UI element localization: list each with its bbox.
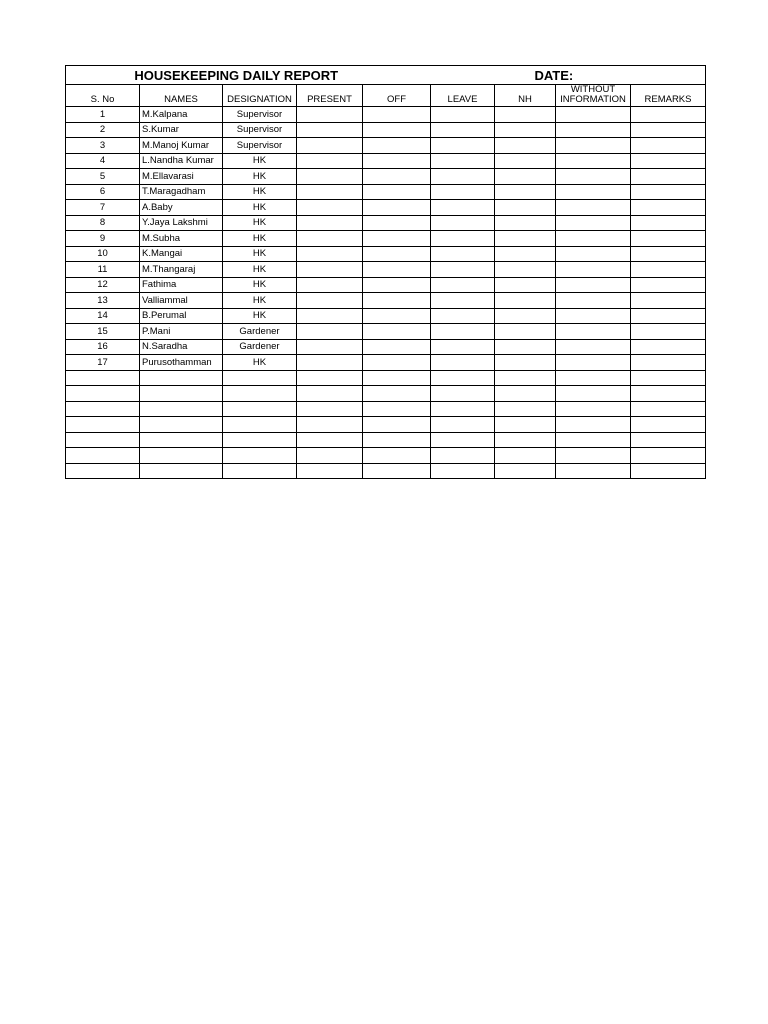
name-cell: M.Kalpana bbox=[140, 107, 223, 123]
leave-cell bbox=[431, 370, 495, 386]
off-cell bbox=[363, 169, 431, 185]
leave-cell bbox=[431, 401, 495, 417]
remarks-cell bbox=[631, 231, 706, 247]
remarks-cell bbox=[631, 200, 706, 216]
without-information-cell bbox=[556, 262, 631, 278]
sno-cell: 13 bbox=[66, 293, 140, 309]
leave-cell bbox=[431, 153, 495, 169]
designation-cell: Supervisor bbox=[223, 138, 297, 154]
designation-cell: HK bbox=[223, 215, 297, 231]
remarks-cell bbox=[631, 432, 706, 448]
without-information-cell bbox=[556, 324, 631, 340]
without-information-cell bbox=[556, 370, 631, 386]
nh-cell bbox=[495, 231, 556, 247]
off-cell bbox=[363, 417, 431, 433]
designation-cell: HK bbox=[223, 169, 297, 185]
remarks-cell bbox=[631, 138, 706, 154]
present-cell bbox=[297, 463, 363, 479]
sno-cell bbox=[66, 448, 140, 464]
off-cell bbox=[363, 324, 431, 340]
sno-cell: 15 bbox=[66, 324, 140, 340]
nh-cell bbox=[495, 463, 556, 479]
remarks-cell bbox=[631, 215, 706, 231]
header-sno: S. No bbox=[66, 85, 140, 107]
without-information-cell bbox=[556, 153, 631, 169]
sno-cell bbox=[66, 417, 140, 433]
without-information-cell bbox=[556, 246, 631, 262]
sno-cell: 7 bbox=[66, 200, 140, 216]
sno-cell: 6 bbox=[66, 184, 140, 200]
designation-cell bbox=[223, 370, 297, 386]
without-information-cell bbox=[556, 215, 631, 231]
present-cell bbox=[297, 417, 363, 433]
designation-cell bbox=[223, 463, 297, 479]
nh-cell bbox=[495, 215, 556, 231]
name-cell bbox=[140, 463, 223, 479]
sno-cell: 3 bbox=[66, 138, 140, 154]
sno-cell bbox=[66, 370, 140, 386]
without-information-cell bbox=[556, 463, 631, 479]
name-cell: P.Mani bbox=[140, 324, 223, 340]
sno-cell bbox=[66, 463, 140, 479]
sno-cell bbox=[66, 432, 140, 448]
nh-cell bbox=[495, 246, 556, 262]
designation-cell: HK bbox=[223, 200, 297, 216]
table-row bbox=[66, 262, 706, 278]
name-cell: M.Ellavarasi bbox=[140, 169, 223, 185]
nh-cell bbox=[495, 339, 556, 355]
off-cell bbox=[363, 184, 431, 200]
designation-cell bbox=[223, 417, 297, 433]
designation-cell bbox=[223, 432, 297, 448]
designation-cell: Gardener bbox=[223, 339, 297, 355]
designation-cell: Supervisor bbox=[223, 107, 297, 123]
leave-cell bbox=[431, 463, 495, 479]
nh-cell bbox=[495, 200, 556, 216]
present-cell bbox=[297, 107, 363, 123]
off-cell bbox=[363, 215, 431, 231]
leave-cell bbox=[431, 386, 495, 402]
name-cell: M.Thangaraj bbox=[140, 262, 223, 278]
sno-cell: 16 bbox=[66, 339, 140, 355]
leave-cell bbox=[431, 169, 495, 185]
header-designation: DESIGNATION bbox=[223, 85, 297, 107]
without-information-cell bbox=[556, 432, 631, 448]
without-information-cell bbox=[556, 231, 631, 247]
leave-cell bbox=[431, 308, 495, 324]
off-cell bbox=[363, 448, 431, 464]
remarks-cell bbox=[631, 386, 706, 402]
off-cell bbox=[363, 339, 431, 355]
sno-cell: 14 bbox=[66, 308, 140, 324]
off-cell bbox=[363, 246, 431, 262]
designation-cell bbox=[223, 401, 297, 417]
sno-cell: 8 bbox=[66, 215, 140, 231]
without-information-cell bbox=[556, 339, 631, 355]
title-row bbox=[66, 66, 706, 85]
header-leave: LEAVE bbox=[431, 85, 495, 107]
remarks-cell bbox=[631, 339, 706, 355]
designation-cell: HK bbox=[223, 262, 297, 278]
without-information-cell bbox=[556, 308, 631, 324]
without-information-cell bbox=[556, 122, 631, 138]
sno-cell: 1 bbox=[66, 107, 140, 123]
nh-cell bbox=[495, 432, 556, 448]
nh-cell bbox=[495, 138, 556, 154]
sno-cell: 5 bbox=[66, 169, 140, 185]
column-header-row bbox=[66, 85, 706, 107]
off-cell bbox=[363, 122, 431, 138]
name-cell: S.Kumar bbox=[140, 122, 223, 138]
blank-row bbox=[66, 463, 706, 479]
without-information-cell bbox=[556, 417, 631, 433]
blank-row bbox=[66, 448, 706, 464]
leave-cell bbox=[431, 355, 495, 371]
remarks-cell bbox=[631, 401, 706, 417]
designation-cell: HK bbox=[223, 293, 297, 309]
leave-cell bbox=[431, 417, 495, 433]
sno-cell: 9 bbox=[66, 231, 140, 247]
table-row bbox=[66, 246, 706, 262]
blank-row bbox=[66, 432, 706, 448]
nh-cell bbox=[495, 355, 556, 371]
leave-cell bbox=[431, 215, 495, 231]
date-label: DATE: bbox=[495, 66, 706, 85]
leave-cell bbox=[431, 231, 495, 247]
table-row bbox=[66, 308, 706, 324]
present-cell bbox=[297, 184, 363, 200]
present-cell bbox=[297, 401, 363, 417]
off-cell bbox=[363, 293, 431, 309]
nh-cell bbox=[495, 293, 556, 309]
blank-row bbox=[66, 417, 706, 433]
present-cell bbox=[297, 138, 363, 154]
designation-cell: HK bbox=[223, 308, 297, 324]
remarks-cell bbox=[631, 293, 706, 309]
name-cell: Purusothamman bbox=[140, 355, 223, 371]
name-cell bbox=[140, 401, 223, 417]
leave-cell bbox=[431, 448, 495, 464]
off-cell bbox=[363, 262, 431, 278]
off-cell bbox=[363, 432, 431, 448]
table-row bbox=[66, 215, 706, 231]
without-information-cell bbox=[556, 200, 631, 216]
sno-cell: 11 bbox=[66, 262, 140, 278]
leave-cell bbox=[431, 107, 495, 123]
nh-cell bbox=[495, 324, 556, 340]
table-row bbox=[66, 293, 706, 309]
header-remarks: REMARKS bbox=[631, 85, 706, 107]
present-cell bbox=[297, 262, 363, 278]
off-cell bbox=[363, 153, 431, 169]
table-row bbox=[66, 107, 706, 123]
present-cell bbox=[297, 432, 363, 448]
present-cell bbox=[297, 153, 363, 169]
table-row bbox=[66, 122, 706, 138]
leave-cell bbox=[431, 184, 495, 200]
remarks-cell bbox=[631, 417, 706, 433]
header-present: PRESENT bbox=[297, 85, 363, 107]
designation-cell: HK bbox=[223, 355, 297, 371]
remarks-cell bbox=[631, 308, 706, 324]
remarks-cell bbox=[631, 355, 706, 371]
off-cell bbox=[363, 107, 431, 123]
housekeeping-report-table bbox=[65, 65, 706, 479]
present-cell bbox=[297, 308, 363, 324]
designation-cell: HK bbox=[223, 246, 297, 262]
remarks-cell bbox=[631, 262, 706, 278]
table-row bbox=[66, 200, 706, 216]
leave-cell bbox=[431, 262, 495, 278]
designation-cell bbox=[223, 386, 297, 402]
remarks-cell bbox=[631, 246, 706, 262]
without-information-cell bbox=[556, 386, 631, 402]
nh-cell bbox=[495, 184, 556, 200]
blank-row bbox=[66, 370, 706, 386]
without-information-cell bbox=[556, 184, 631, 200]
header-without-line2: INFORMATION bbox=[560, 94, 626, 105]
table-row bbox=[66, 138, 706, 154]
nh-cell bbox=[495, 262, 556, 278]
present-cell bbox=[297, 200, 363, 216]
nh-cell bbox=[495, 107, 556, 123]
off-cell bbox=[363, 355, 431, 371]
nh-cell bbox=[495, 370, 556, 386]
present-cell bbox=[297, 277, 363, 293]
remarks-cell bbox=[631, 122, 706, 138]
name-cell bbox=[140, 370, 223, 386]
remarks-cell bbox=[631, 153, 706, 169]
blank-row bbox=[66, 386, 706, 402]
header-without-information bbox=[556, 85, 631, 107]
header-nh: NH bbox=[495, 85, 556, 107]
present-cell bbox=[297, 339, 363, 355]
table-row bbox=[66, 277, 706, 293]
leave-cell bbox=[431, 200, 495, 216]
designation-cell: Supervisor bbox=[223, 122, 297, 138]
name-cell: B.Perumal bbox=[140, 308, 223, 324]
name-cell: L.Nandha Kumar bbox=[140, 153, 223, 169]
designation-cell bbox=[223, 448, 297, 464]
table-row bbox=[66, 355, 706, 371]
nh-cell bbox=[495, 401, 556, 417]
nh-cell bbox=[495, 169, 556, 185]
nh-cell bbox=[495, 386, 556, 402]
table-row bbox=[66, 231, 706, 247]
off-cell bbox=[363, 231, 431, 247]
designation-cell: HK bbox=[223, 277, 297, 293]
name-cell bbox=[140, 448, 223, 464]
header-names: NAMES bbox=[140, 85, 223, 107]
present-cell bbox=[297, 231, 363, 247]
present-cell bbox=[297, 246, 363, 262]
off-cell bbox=[363, 370, 431, 386]
nh-cell bbox=[495, 153, 556, 169]
name-cell: K.Mangai bbox=[140, 246, 223, 262]
remarks-cell bbox=[631, 184, 706, 200]
without-information-cell bbox=[556, 138, 631, 154]
name-cell bbox=[140, 386, 223, 402]
nh-cell bbox=[495, 277, 556, 293]
name-cell: Valliammal bbox=[140, 293, 223, 309]
designation-cell: HK bbox=[223, 153, 297, 169]
off-cell bbox=[363, 386, 431, 402]
remarks-cell bbox=[631, 169, 706, 185]
remarks-cell bbox=[631, 370, 706, 386]
off-cell bbox=[363, 401, 431, 417]
present-cell bbox=[297, 386, 363, 402]
without-information-cell bbox=[556, 355, 631, 371]
designation-cell: Gardener bbox=[223, 324, 297, 340]
header-without-line1: WITHOUT bbox=[570, 84, 616, 95]
name-cell bbox=[140, 417, 223, 433]
leave-cell bbox=[431, 138, 495, 154]
name-cell: T.Maragadham bbox=[140, 184, 223, 200]
table-row bbox=[66, 339, 706, 355]
present-cell bbox=[297, 122, 363, 138]
present-cell bbox=[297, 355, 363, 371]
without-information-cell bbox=[556, 169, 631, 185]
off-cell bbox=[363, 308, 431, 324]
name-cell: N.Saradha bbox=[140, 339, 223, 355]
present-cell bbox=[297, 293, 363, 309]
sno-cell: 4 bbox=[66, 153, 140, 169]
nh-cell bbox=[495, 448, 556, 464]
name-cell: M.Subha bbox=[140, 231, 223, 247]
name-cell: Y.Jaya Lakshmi bbox=[140, 215, 223, 231]
sno-cell: 2 bbox=[66, 122, 140, 138]
nh-cell bbox=[495, 308, 556, 324]
name-cell: A.Baby bbox=[140, 200, 223, 216]
leave-cell bbox=[431, 324, 495, 340]
present-cell bbox=[297, 324, 363, 340]
off-cell bbox=[363, 277, 431, 293]
sno-cell: 10 bbox=[66, 246, 140, 262]
remarks-cell bbox=[631, 448, 706, 464]
sno-cell bbox=[66, 386, 140, 402]
nh-cell bbox=[495, 122, 556, 138]
sno-cell: 17 bbox=[66, 355, 140, 371]
name-cell: Fathima bbox=[140, 277, 223, 293]
present-cell bbox=[297, 169, 363, 185]
designation-cell: HK bbox=[223, 184, 297, 200]
without-information-cell bbox=[556, 401, 631, 417]
leave-cell bbox=[431, 339, 495, 355]
leave-cell bbox=[431, 246, 495, 262]
present-cell bbox=[297, 215, 363, 231]
off-cell bbox=[363, 463, 431, 479]
off-cell bbox=[363, 138, 431, 154]
designation-cell: HK bbox=[223, 231, 297, 247]
leave-cell bbox=[431, 277, 495, 293]
blank-row bbox=[66, 401, 706, 417]
remarks-cell bbox=[631, 107, 706, 123]
table-row bbox=[66, 324, 706, 340]
sno-cell bbox=[66, 401, 140, 417]
without-information-cell bbox=[556, 293, 631, 309]
present-cell bbox=[297, 448, 363, 464]
header-off: OFF bbox=[363, 85, 431, 107]
without-information-cell bbox=[556, 107, 631, 123]
leave-cell bbox=[431, 293, 495, 309]
leave-cell bbox=[431, 432, 495, 448]
remarks-cell bbox=[631, 277, 706, 293]
remarks-cell bbox=[631, 324, 706, 340]
table-row bbox=[66, 169, 706, 185]
nh-cell bbox=[495, 417, 556, 433]
name-cell bbox=[140, 432, 223, 448]
without-information-cell bbox=[556, 448, 631, 464]
present-cell bbox=[297, 370, 363, 386]
off-cell bbox=[363, 200, 431, 216]
report-title: HOUSEKEEPING DAILY REPORT bbox=[66, 66, 495, 85]
table-row bbox=[66, 184, 706, 200]
sno-cell: 12 bbox=[66, 277, 140, 293]
remarks-cell bbox=[631, 463, 706, 479]
table-row bbox=[66, 153, 706, 169]
name-cell: M.Manoj Kumar bbox=[140, 138, 223, 154]
leave-cell bbox=[431, 122, 495, 138]
without-information-cell bbox=[556, 277, 631, 293]
